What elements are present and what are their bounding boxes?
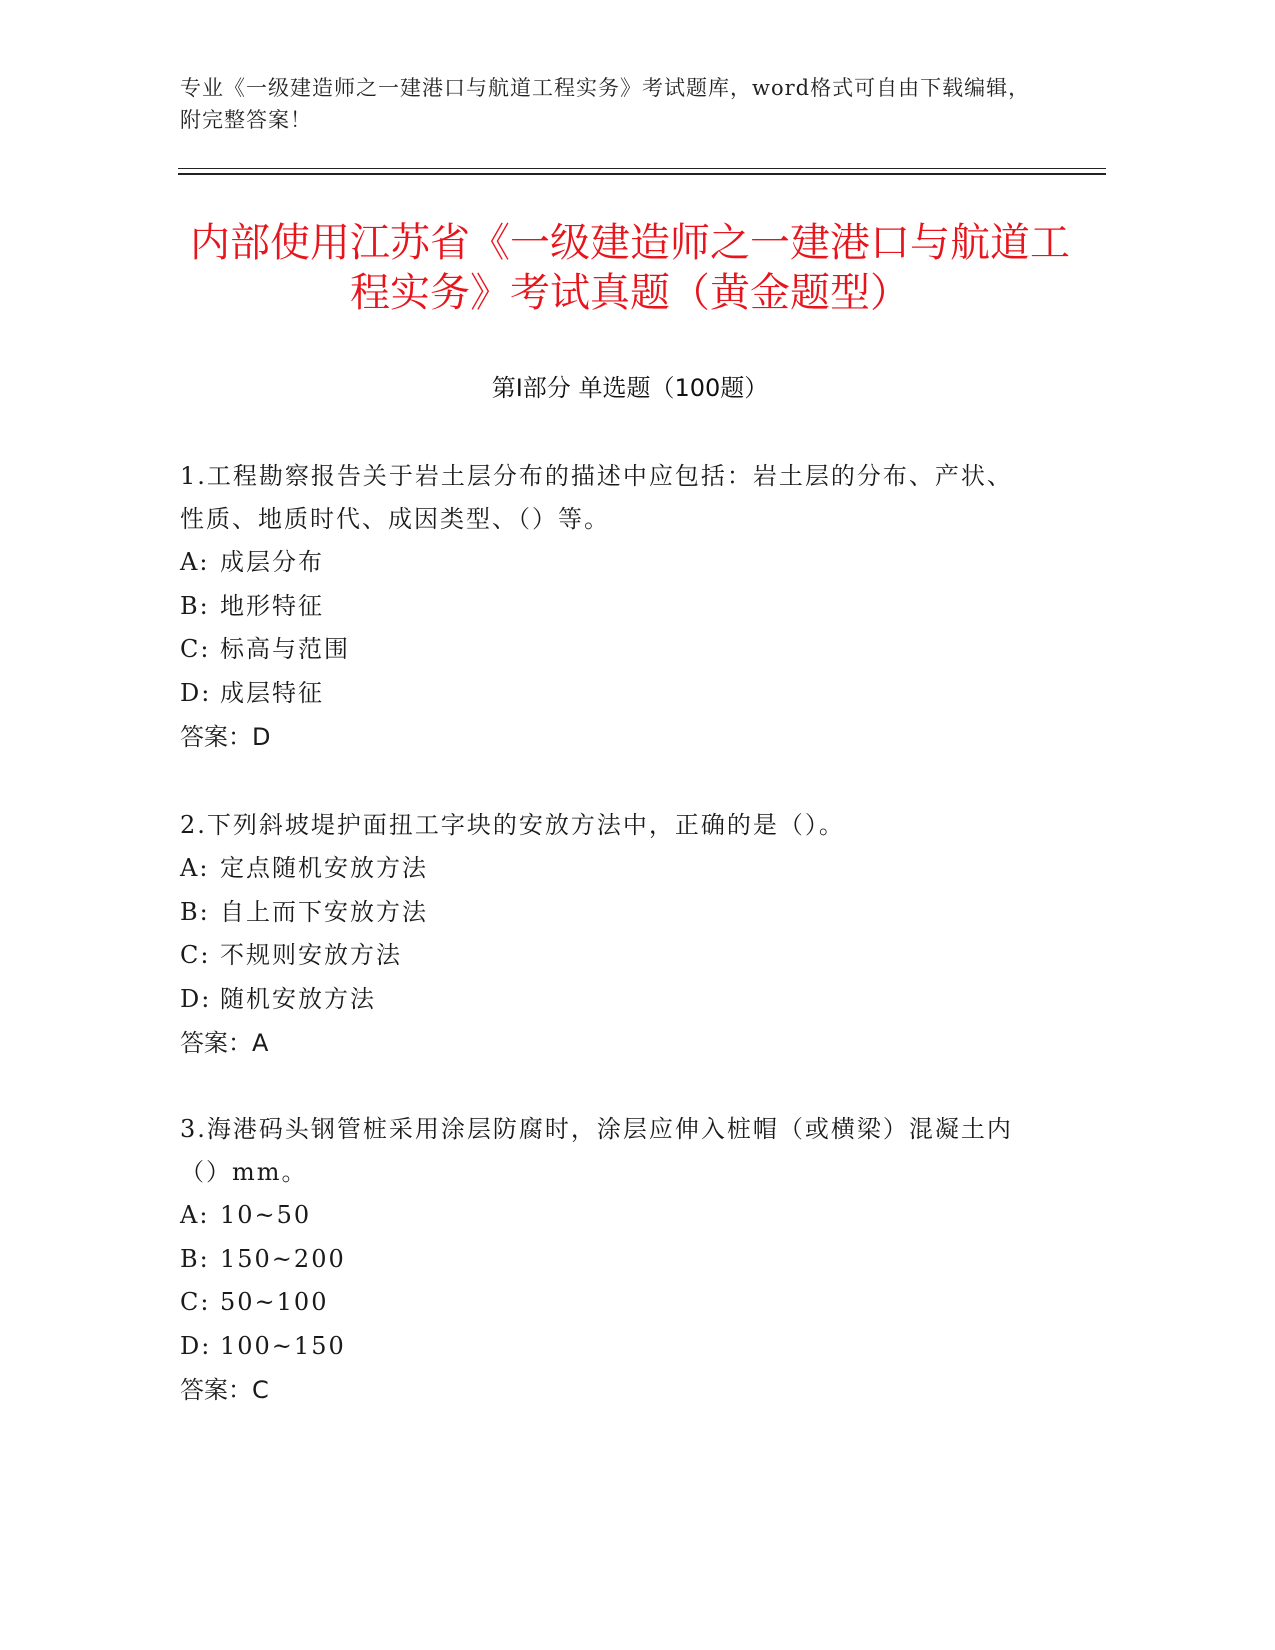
option-c — [180, 934, 1030, 978]
option-b — [180, 585, 1030, 629]
question-text: 1.工程勘察报告关于岩土层分布的描述中应包括：岩土层的分布、产状、性质、地质时代、成因类型、（）等。 — [180, 462, 1013, 533]
option-key: D: — [180, 1331, 212, 1360]
document-title: 内部使用江苏省《一级建造师之一建港口与航道工程实务》考试真题（黄金题型） — [190, 220, 1070, 316]
option-text: 定点随机安放方法 — [220, 854, 428, 882]
option-text: 标高与范围 — [220, 635, 350, 663]
option-key: A: — [180, 548, 210, 576]
question-text: 2.下列斜坡堤护面扭工字块的安放方法中，正确的是（）。 — [180, 811, 845, 839]
option-text: 成层分布 — [220, 548, 324, 576]
question-text: 3.海港码头钢管桩采用涂层防腐时，涂层应伸入桩帽（或横梁）混凝土内（）mm。 — [180, 1115, 1013, 1186]
option-key: B: — [180, 897, 210, 926]
option-a — [180, 847, 1030, 891]
option-text: 10~50 — [220, 1201, 312, 1229]
option-a — [180, 541, 1030, 585]
option-text: 50~100 — [220, 1288, 329, 1316]
option-key: A: — [180, 1201, 210, 1229]
option-c — [180, 628, 1030, 672]
option-key: C: — [180, 635, 211, 663]
question-block — [180, 455, 1030, 759]
question-block — [180, 1108, 1030, 1412]
option-b — [180, 1238, 1030, 1282]
option-text: 地形特征 — [220, 591, 324, 620]
option-key: D: — [180, 984, 212, 1013]
option-key: B: — [180, 1244, 210, 1273]
option-a — [180, 1194, 1030, 1238]
option-text: 随机安放方法 — [220, 984, 376, 1013]
option-b — [180, 891, 1030, 935]
option-text: 不规则安放方法 — [220, 941, 402, 969]
option-key: D: — [180, 678, 212, 707]
option-c — [180, 1281, 1030, 1325]
answer-line: 答案：C — [180, 1376, 269, 1404]
header-divider-thick — [178, 173, 1106, 175]
option-d — [180, 672, 1030, 716]
option-d — [180, 978, 1030, 1022]
section-heading: 第Ⅰ部分 单选题（100题） — [491, 374, 769, 402]
answer-line: 答案：A — [180, 1029, 269, 1057]
header-note: 专业《一级建造师之一建港口与航道工程实务》考试题库，word格式可自由下载编辑，附完整答案！ — [180, 76, 1031, 132]
question-block — [180, 804, 1030, 1065]
answer-line: 答案：D — [180, 723, 271, 751]
option-text: 100~150 — [220, 1331, 346, 1360]
option-key: C: — [180, 941, 211, 969]
option-text: 自上而下安放方法 — [220, 897, 428, 926]
option-text: 150~200 — [220, 1244, 346, 1273]
option-key: B: — [180, 591, 210, 620]
option-text: 成层特征 — [220, 678, 324, 707]
header-divider-thin — [178, 168, 1106, 169]
option-key: A: — [180, 854, 210, 882]
option-key: C: — [180, 1288, 211, 1316]
option-d — [180, 1325, 1030, 1369]
